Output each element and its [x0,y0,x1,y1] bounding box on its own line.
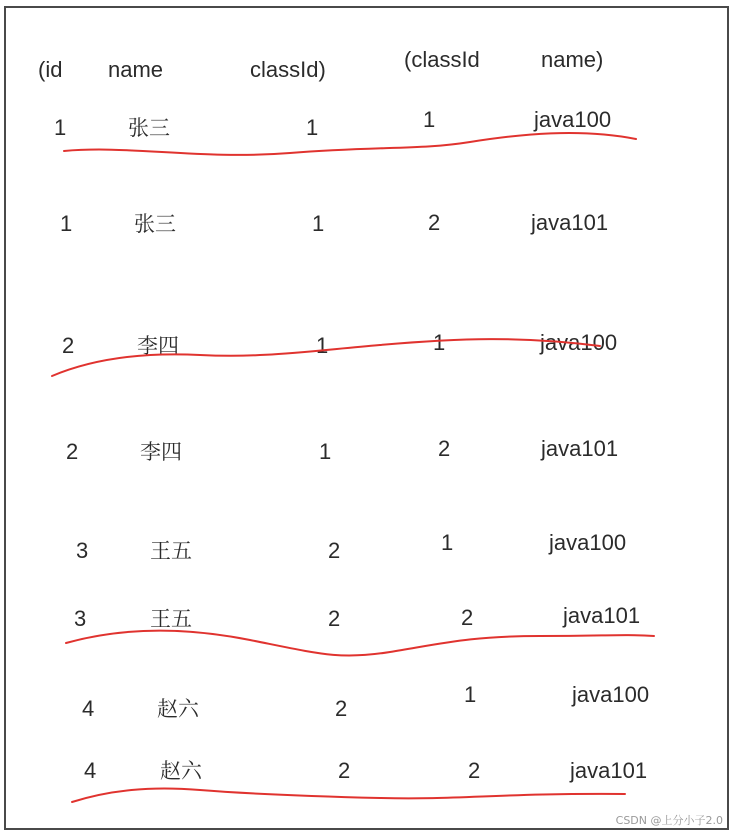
cell-id: 4 [84,758,97,783]
cell-classid-2: 2 [468,758,481,783]
cell-classid-2: 1 [441,530,454,555]
underline-mark [52,339,600,376]
underline-mark [64,133,636,155]
header-classname: name) [541,47,604,72]
cell-classname: java101 [570,758,648,783]
cell-classid-2: 2 [428,210,441,235]
header-name: name [108,57,164,82]
cell-id: 1 [60,211,73,236]
cell-classname: java101 [563,603,641,628]
cell-classid: 2 [338,758,351,783]
cell-classid-2: 2 [461,605,474,630]
cell-classid: 1 [306,115,319,140]
cell-name: 张三 [128,116,170,140]
cell-classid: 1 [316,333,329,358]
cell-classname: java101 [531,210,609,235]
cell-classname: java100 [549,530,627,555]
cell-classname: java100 [534,107,612,132]
cell-id: 3 [76,538,89,563]
cell-id: 1 [54,115,67,140]
cell-id: 2 [62,333,75,358]
cell-name: 王五 [150,539,192,563]
cell-classid-2: 1 [464,682,477,707]
cell-classname: java100 [572,682,650,707]
header-classid-2: (classId [404,47,480,72]
cell-classid: 2 [335,696,348,721]
underline-mark [72,789,625,803]
cell-name: 李四 [137,334,179,358]
cell-classname: java100 [540,330,618,355]
cell-id: 2 [66,439,79,464]
cell-name: 赵六 [157,697,199,721]
cell-classid-2: 1 [423,107,436,132]
cell-id: 3 [74,606,87,631]
cell-name: 赵六 [160,759,202,783]
cell-name: 王五 [150,607,192,631]
cell-name: 张三 [134,212,176,236]
header-classid: classId) [250,57,326,82]
cell-classid: 2 [328,606,341,631]
cell-classid: 2 [328,538,341,563]
cell-classid-2: 2 [438,436,451,461]
watermark: CSDN @上分小子2.0 [615,814,723,827]
cell-classname: java101 [541,436,619,461]
header-id: (id [38,57,63,82]
cell-classid: 1 [312,211,325,236]
underline-mark [66,631,654,656]
cell-name: 李四 [140,440,182,464]
cell-id: 4 [82,696,95,721]
cell-classid-2: 1 [433,330,446,355]
cell-classid: 1 [319,439,332,464]
